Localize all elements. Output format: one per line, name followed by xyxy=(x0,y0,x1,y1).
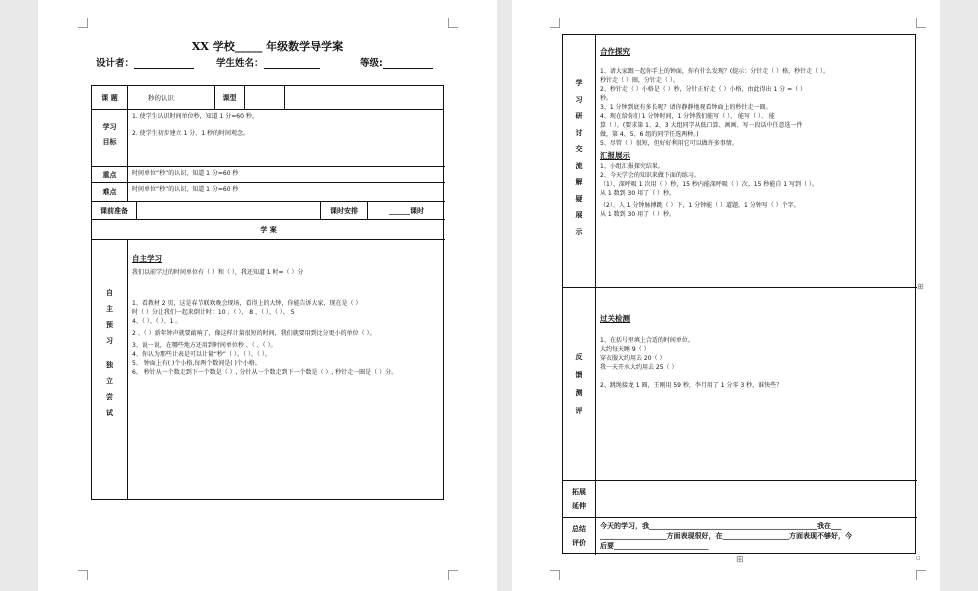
report-line: （2）、人 1 分钟脉搏跳（ ）下，1 分钟能（ ）道题，1 分钟写（ ）个字。 xyxy=(600,202,800,209)
coop-line: 3、1 分钟到底有多长呢？请你静静地观看钟面上的秒针走一圈。 xyxy=(600,104,772,111)
self-study-heading: 自主学习 xyxy=(132,254,162,263)
crop-mark xyxy=(78,570,88,580)
crop-mark xyxy=(448,18,458,28)
topic-value[interactable]: 秒的认识 xyxy=(128,86,215,110)
extend-content[interactable] xyxy=(596,481,917,518)
crop-mark xyxy=(550,570,560,580)
crop-mark xyxy=(448,570,458,580)
summary-line: ___________________方面表现很好，在___________________方面表现不够好，今 xyxy=(600,532,852,540)
goal-item: 1. 使学生认识时间单位秒，知道 1 分=60 秒。 xyxy=(132,113,258,120)
topic-label: 课 题 xyxy=(92,86,128,110)
layout-marker-icon[interactable]: ⊞ xyxy=(917,282,924,291)
feedback-line: 我一天开水大约用去 25（ ） xyxy=(600,364,678,371)
crop-mark xyxy=(550,18,560,28)
prep-value[interactable] xyxy=(137,202,321,220)
coop-line: 4、现在给你们 1 分钟时间，1 分钟我们能写（ ）、 能写（ ）、 能 xyxy=(600,113,775,120)
coop-content[interactable] xyxy=(596,35,917,288)
coop-line: 2、秒针走（ ）小格是（ ）秒，分针正好走（ ）小格，由此得出 1 分 =（ ） xyxy=(600,86,807,93)
extend-label: 拓展延伸 xyxy=(563,481,596,518)
report-heading: 汇报展示 xyxy=(600,151,630,160)
self-study-content[interactable] xyxy=(128,240,445,499)
designer-blank[interactable] xyxy=(134,58,194,69)
report-line: 从 1 数到 30 用了（ ）秒。 xyxy=(600,190,675,197)
report-line: 1、小组汇报探究结果。 xyxy=(600,163,664,170)
report-line: 2、今天学会的知识来做下面的练习。 xyxy=(600,172,700,179)
feedback-line: 1、在括号里填上合适的时间单位。 xyxy=(600,337,694,344)
summary-line: 今天的学习，我________________________________________________我在___ xyxy=(600,522,842,530)
coop-line: 做，第 4、5、6 组的同学任选两种。) xyxy=(600,131,699,138)
report-line: （1）、深呼吸 1 次用（ ）秒，15 秒内能深呼吸（ ）次。15 秒能自 1 写到（ ）。 xyxy=(600,181,818,188)
feedback-line: 大约每天睡 9（ ） xyxy=(600,346,650,353)
coop-heading: 合作探究 xyxy=(600,47,630,56)
summary-content[interactable] xyxy=(596,518,917,555)
feedback-line xyxy=(600,372,913,381)
table-resize-handle-icon[interactable]: ▫ xyxy=(916,554,921,562)
student-name-field: 学生姓名： xyxy=(216,55,320,69)
key-label: 重点 xyxy=(92,167,128,183)
plan-header: 学 案 xyxy=(92,220,445,240)
coop-line: 秒针走（ ）圈，分针走（ ）。 xyxy=(600,77,679,84)
self-study-line: 4、（ ）、（ ）、1 。 xyxy=(132,318,182,325)
difficulty-label: 难点 xyxy=(92,183,128,202)
student-name-blank[interactable] xyxy=(264,58,320,69)
grade-field: 等级: xyxy=(360,55,433,69)
coop-line: 算（ ）。(要求第 1、2、3 大组同学从低口算、画画、写一段话中任意选一件 xyxy=(600,122,803,129)
type-value[interactable] xyxy=(245,86,285,110)
goals-label: 学习目标 xyxy=(92,110,128,167)
crop-mark xyxy=(78,18,88,28)
self-study-line: 1、看教材 2 页，这是春节联欢晚会现场，看得上的大钟，你能告诉大家，现在是（ ） xyxy=(132,300,362,307)
self-study-line: 2 、（ ）新年钟声就要敲响了，像这样计量很短的时间，我们就要用到比分更小的单位（ ）。 xyxy=(132,330,376,337)
self-study-line: 3、说一说，在哪些地方还用到时间单位秒 、（ 、（ ）。 xyxy=(132,342,277,349)
goal-item: 2. 使学生初步建立 1 分、1 秒的时间观念。 xyxy=(132,130,249,137)
feedback-line: 2、跳绳接龙 1 圈，王刚用 59 秒，李月用了 1 分零 3 秒，谁快些？ xyxy=(600,382,783,389)
self-study-intro: 我们以前学过的时间单位有（ ）和（ ），我还知道 1 时=（ ）分 xyxy=(132,269,304,276)
report-line: 从 1 数到 30 用了（ ）秒。 xyxy=(600,211,675,218)
table-add-row-icon[interactable]: ⊞ xyxy=(736,555,744,565)
coop-line: 1、请大家跟一起你手上的钟面，你有什么发现？(提示：分针走（ ）格，秒针走（ ）。 xyxy=(600,68,829,75)
lesson-plan-table xyxy=(91,85,444,500)
document-page-left xyxy=(38,0,497,591)
crop-mark xyxy=(916,18,926,28)
designer-field: 设计者： xyxy=(96,55,194,69)
time-label: 课时安排 xyxy=(321,202,368,220)
self-study-label: 自主预习 独立尝试 xyxy=(92,240,128,499)
self-study-line: 5、 钟面上有( )个小格,每两个数间是( )个小格。 xyxy=(132,360,261,367)
feedback-label: 反馈测评 xyxy=(563,288,596,481)
summary-label: 总结评价 xyxy=(563,518,596,555)
summary-line: 后要___________________________ xyxy=(600,542,709,550)
self-study-line: 4、你认为那些计表是可以计量“秒”（ ）、（ ）、（ ）。 xyxy=(132,351,271,358)
coop-line: 5、尽管（ ）很短，但好好利用它可以做许多事情。 xyxy=(600,140,738,147)
prep-label: 课前准备 xyxy=(92,202,137,220)
crop-mark xyxy=(916,570,926,580)
feedback-line: 穿衣服大约用去 20（ ） xyxy=(600,355,666,362)
document-page-right xyxy=(512,0,940,591)
goals-content[interactable] xyxy=(128,110,445,167)
topic-blank-cell[interactable] xyxy=(285,86,443,110)
feedback-content[interactable] xyxy=(596,288,917,481)
page-title: XX 学校_____ 年级数学导学案 xyxy=(191,40,344,53)
key-value[interactable]: 时间单位“秒”的认识，知道 1 分=60 秒 xyxy=(128,167,445,183)
self-study-line: 时（ ）分让我们一起来倒计时：10 、（ ）、 8 、（ ）、（ ）、 5 xyxy=(132,309,295,316)
coop-label: 学习研讨交流解疑展示 xyxy=(563,35,596,288)
coop-line: 秒。 xyxy=(600,95,613,102)
time-value[interactable]: ______课时 xyxy=(368,202,445,220)
grade-blank[interactable] xyxy=(383,58,433,69)
type-label: 课型 xyxy=(215,86,245,110)
difficulty-value[interactable]: 时间单位“秒”的认识，知道 1 分=60 秒 xyxy=(128,183,445,202)
feedback-heading: 过关检测 xyxy=(600,314,630,323)
self-study-line: 6、 秒针从一个数走到下一个数是（ ）, 分针从一个数走到下一个数是（ ）, 秒针走一圈是（ ）分。 xyxy=(132,369,398,376)
study-table xyxy=(562,34,916,554)
